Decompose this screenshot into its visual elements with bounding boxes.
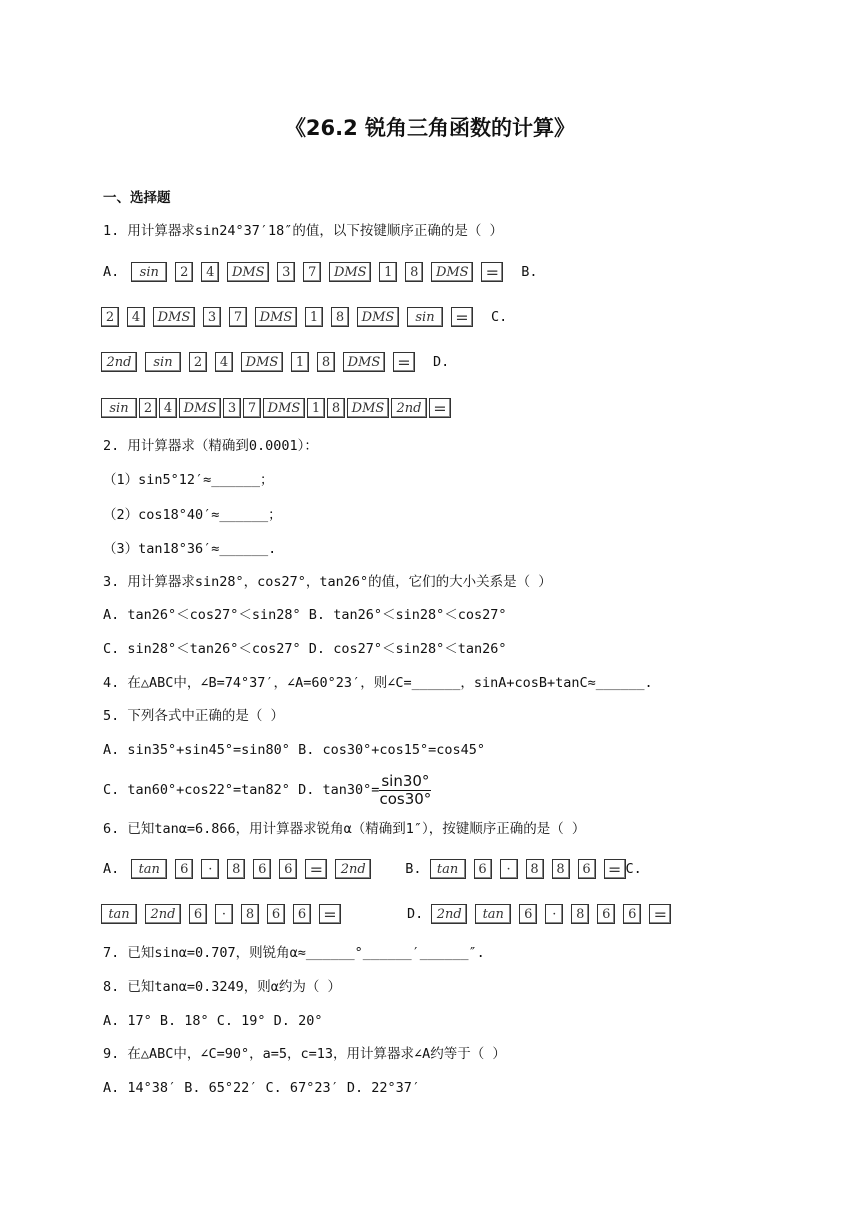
digit-key: 3 xyxy=(203,307,221,327)
option-label: C. xyxy=(491,309,508,325)
fraction xyxy=(379,773,431,808)
sin-key: sin xyxy=(407,307,443,327)
tan-key: tan xyxy=(101,904,137,924)
decimal-point-key: · xyxy=(500,859,518,879)
question-3-options-cd: C. sin28°＜tan26°＜cos27° D. cos27°＜sin28°＜tan26° xyxy=(103,641,507,657)
question-7-stem: 7. 已知sinα=0.707，则锐角α≈______°______′______″. xyxy=(103,945,485,961)
question-2-stem: 2. 用计算器求（精确到0.0001）： xyxy=(103,438,318,454)
digit-key: 6 xyxy=(293,904,311,924)
second-function-key: 2nd xyxy=(391,398,427,418)
question-2-part-3: （3）tan18°36′≈______. xyxy=(103,541,277,557)
digit-key: 7 xyxy=(303,262,321,282)
question-9-stem: 9. 在△ABC中，∠C=90°，a=5，c=13，用计算器求∠A约等于（ ） xyxy=(103,1046,506,1062)
digit-key: 4 xyxy=(201,262,219,282)
equals-key: = xyxy=(604,859,626,879)
fraction-denominator: cos30° xyxy=(379,789,432,808)
equals-key: = xyxy=(305,859,327,879)
q6-option-row-1 xyxy=(103,857,642,881)
digit-key: 7 xyxy=(229,307,247,327)
digit-key: 6 xyxy=(175,859,193,879)
option-label: B. xyxy=(405,861,422,877)
question-1-stem: 1. 用计算器求sin24°37′18″的值，以下按键顺序正确的是（ ） xyxy=(103,223,504,239)
question-8-options: A. 17° B. 18° C. 19° D. 20° xyxy=(103,1013,323,1029)
digit-key: 6 xyxy=(623,904,641,924)
question-5-options-c-text: C. tan60°+cos22°=tan82° D. tan30°= xyxy=(103,782,380,798)
question-8-stem: 8. 已知tanα=0.3249，则α约为（ ） xyxy=(103,979,342,995)
digit-key: 7 xyxy=(243,398,261,418)
dms-key: DMS xyxy=(227,262,269,282)
option-label: C. xyxy=(625,861,642,877)
digit-key: 4 xyxy=(159,398,177,418)
dms-key: DMS xyxy=(329,262,371,282)
dms-key: DMS xyxy=(347,398,389,418)
question-3-stem: 3. 用计算器求sin28°，cos27°，tan26°的值，它们的大小关系是（ ） xyxy=(103,574,552,590)
digit-key: 8 xyxy=(327,398,345,418)
digit-key: 1 xyxy=(307,398,325,418)
question-5-options-cd xyxy=(103,772,431,808)
section-heading: 一、选择题 xyxy=(103,190,171,206)
digit-key: 1 xyxy=(291,352,309,372)
digit-key: 1 xyxy=(379,262,397,282)
decimal-point-key: · xyxy=(545,904,563,924)
dms-key: DMS xyxy=(343,352,385,372)
sin-key: sin xyxy=(145,352,181,372)
second-function-key: 2nd xyxy=(145,904,181,924)
option-label: D. xyxy=(407,906,424,922)
equals-key: = xyxy=(481,262,503,282)
digit-key: 4 xyxy=(127,307,145,327)
dms-key: DMS xyxy=(357,307,399,327)
question-5-options-ab: A. sin35°+sin45°=sin80° B. cos30°+cos15°=cos45° xyxy=(103,742,486,758)
digit-key: 4 xyxy=(215,352,233,372)
dms-key: DMS xyxy=(179,398,221,418)
digit-key: 8 xyxy=(405,262,423,282)
equals-key: = xyxy=(393,352,415,372)
equals-key: = xyxy=(319,904,341,924)
question-6-stem: 6. 已知tanα=6.866，用计算器求锐角α（精确到1″），按键顺序正确的是（ ） xyxy=(103,821,586,837)
digit-key: 2 xyxy=(101,307,119,327)
digit-key: 8 xyxy=(317,352,335,372)
dms-key: DMS xyxy=(241,352,283,372)
digit-key: 8 xyxy=(526,859,544,879)
digit-key: 2 xyxy=(189,352,207,372)
dms-key: DMS xyxy=(255,307,297,327)
tan-key: tan xyxy=(131,859,167,879)
option-label: B. xyxy=(521,264,538,280)
option-label: A. xyxy=(103,264,120,280)
digit-key: 6 xyxy=(519,904,537,924)
q1-option-b-keys xyxy=(101,305,515,329)
option-label: D. xyxy=(433,354,450,370)
digit-key: 2 xyxy=(175,262,193,282)
question-2-part-2: （2）cos18°40′≈______； xyxy=(103,507,282,523)
equals-key: = xyxy=(429,398,451,418)
question-3-options-ab: A. tan26°＜cos27°＜sin28° B. tan26°＜sin28°＜cos27° xyxy=(103,607,507,623)
digit-key: 8 xyxy=(571,904,589,924)
document-title: 《26.2 锐角三角函数的计算》 xyxy=(284,116,576,140)
question-5-stem: 5. 下列各式中正确的是（ ） xyxy=(103,708,285,724)
tan-key: tan xyxy=(430,859,466,879)
digit-key: 8 xyxy=(227,859,245,879)
digit-key: 2 xyxy=(139,398,157,418)
digit-key: 1 xyxy=(305,307,323,327)
digit-key: 8 xyxy=(552,859,570,879)
digit-key: 8 xyxy=(241,904,259,924)
decimal-point-key: · xyxy=(215,904,233,924)
digit-key: 6 xyxy=(189,904,207,924)
question-2-part-1: （1）sin5°12′≈______； xyxy=(103,472,274,488)
q6-option-row-2 xyxy=(101,902,679,926)
equals-key: = xyxy=(649,904,671,924)
dms-key: DMS xyxy=(431,262,473,282)
decimal-point-key: · xyxy=(201,859,219,879)
digit-key: 3 xyxy=(277,262,295,282)
question-9-options: A. 14°38′ B. 65°22′ C. 67°23′ D. 22°37′ xyxy=(103,1080,420,1096)
digit-key: 8 xyxy=(331,307,349,327)
digit-key: 6 xyxy=(267,904,285,924)
option-label: A. xyxy=(103,861,120,877)
fraction-numerator: sin30° xyxy=(381,771,430,790)
digit-key: 6 xyxy=(597,904,615,924)
q1-option-a-keys xyxy=(103,260,546,284)
question-4-stem: 4. 在△ABC中，∠B=74°37′，∠A=60°23′，则∠C=______，sinA+cosB+tanC≈______. xyxy=(103,675,653,691)
tan-key: tan xyxy=(475,904,511,924)
q1-option-c-keys xyxy=(101,350,457,374)
digit-key: 6 xyxy=(279,859,297,879)
digit-key: 6 xyxy=(474,859,492,879)
second-function-key: 2nd xyxy=(101,352,137,372)
dms-key: DMS xyxy=(263,398,305,418)
second-function-key: 2nd xyxy=(335,859,371,879)
q1-option-d-keys xyxy=(101,396,453,420)
equals-key: = xyxy=(451,307,473,327)
dms-key: DMS xyxy=(153,307,195,327)
second-function-key: 2nd xyxy=(431,904,467,924)
sin-key: sin xyxy=(131,262,167,282)
sin-key: sin xyxy=(101,398,137,418)
digit-key: 6 xyxy=(253,859,271,879)
digit-key: 3 xyxy=(223,398,241,418)
digit-key: 6 xyxy=(578,859,596,879)
